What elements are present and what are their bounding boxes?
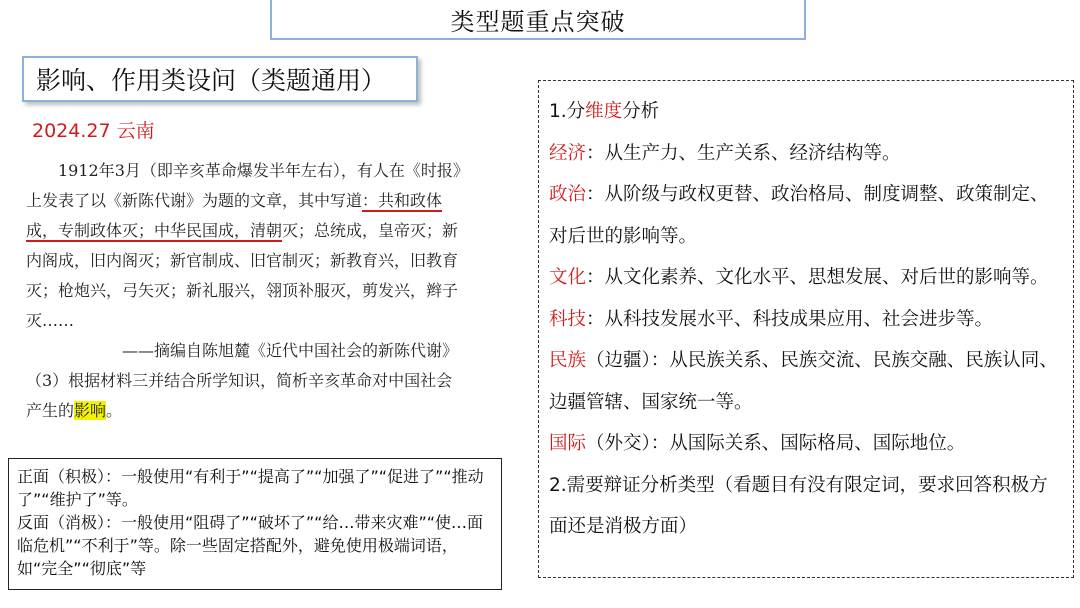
dimension-extra: （外交） bbox=[586, 433, 651, 454]
dimension-label: 文化 bbox=[549, 267, 587, 288]
question-text-end: 。 bbox=[106, 401, 123, 420]
note-positive: 正面（积极）：一般使用“有利于”“提高了”“加强了”“促进了”“推动了”“维护了”等。 bbox=[17, 467, 484, 509]
question-highlight: 影响 bbox=[74, 401, 107, 420]
passage-text-a: 1912年3月（即辛亥革命爆发半年左右），有人在《时报》上发表了以《新陈代谢》为题的文章，其中写道 bbox=[26, 161, 461, 210]
dimension-label: 国际 bbox=[549, 433, 587, 454]
section-subtitle bbox=[22, 56, 418, 102]
analysis-box bbox=[538, 80, 1074, 578]
section-subtitle-text: 影响、作用类设问（类题通用） bbox=[36, 66, 387, 95]
dimension-text: ：从生产力、生产关系、经济结构等。 bbox=[586, 142, 901, 164]
dimension-technology bbox=[549, 299, 1063, 341]
source-passage bbox=[26, 156, 466, 426]
dimension-ethnicity bbox=[549, 340, 1063, 423]
dimension-text: ：从阶级与政权更替、政治格局、制度调整、政策制定、对后世的影响等。 bbox=[549, 184, 1049, 247]
question-text bbox=[26, 366, 466, 426]
dimension-text: ：从国际关系、国际格局、国际地位。 bbox=[650, 433, 966, 454]
dimension-text: ：从科技发展水平、科技成果应用、社会进步等。 bbox=[586, 308, 994, 330]
dimension-extra: （边疆） bbox=[586, 350, 651, 371]
question-text-a: （3）根据材料三并结合所学知识，简析辛亥革命对中国社会产生的 bbox=[26, 371, 453, 420]
passage-paragraph bbox=[26, 156, 466, 336]
dimension-label: 民族 bbox=[549, 350, 587, 371]
analysis-heading bbox=[549, 91, 1063, 133]
page-title bbox=[270, 0, 806, 40]
page-title-text: 类型题重点突破 bbox=[450, 7, 626, 36]
exam-source: 2024.27 云南 bbox=[32, 120, 155, 142]
dimension-culture bbox=[549, 257, 1063, 299]
dimension-politics bbox=[549, 174, 1063, 257]
dimension-label: 经济 bbox=[549, 142, 587, 164]
passage-attribution: ——摘编自陈旭麓《近代中国社会的新陈代谢》 bbox=[121, 341, 458, 360]
dimension-label: 科技 bbox=[549, 308, 587, 330]
dimension-text: ：从文化素养、文化水平、思想发展、对后世的影响等。 bbox=[586, 267, 1049, 288]
dimension-text: ：从民族关系、民族交流、民族交融、民族认同、边疆管辖、国家统一等。 bbox=[549, 350, 1058, 413]
dimension-economy bbox=[549, 133, 1063, 175]
dimension-label: 政治 bbox=[549, 184, 587, 205]
analysis-point-2: 2.需要辩证分析类型（看题目有没有限定词，要求回答积极方面还是消极方面） bbox=[549, 474, 1048, 537]
analysis-heading-red: 维度 bbox=[585, 101, 623, 122]
analysis-heading-suffix: 分析 bbox=[622, 101, 660, 122]
passage-text-b: 灭；总统成，皇帝灭；新内阁成，旧内阁灭；新官制成、旧官制灭；新教育兴，旧教育灭；枪炮兴，弓矢灭；新礼服兴，翎顶补服灭，剪发兴，辫子灭…… bbox=[26, 221, 459, 330]
wording-note-box bbox=[8, 458, 502, 590]
analysis-heading-prefix: 1.分 bbox=[549, 101, 586, 122]
passage-underlined-text: ：共和政体成，专制政体灭；中华民国成，清朝 bbox=[26, 191, 443, 240]
dimension-international bbox=[549, 423, 1063, 465]
note-negative: 反面（消极）：一般使用“阻碍了”“破坏了”“给…带来灾难”“使…面临危机”“不利于”等。除一些固定搭配外，避免使用极端词语，如“完全”“彻底”等 bbox=[17, 513, 484, 578]
